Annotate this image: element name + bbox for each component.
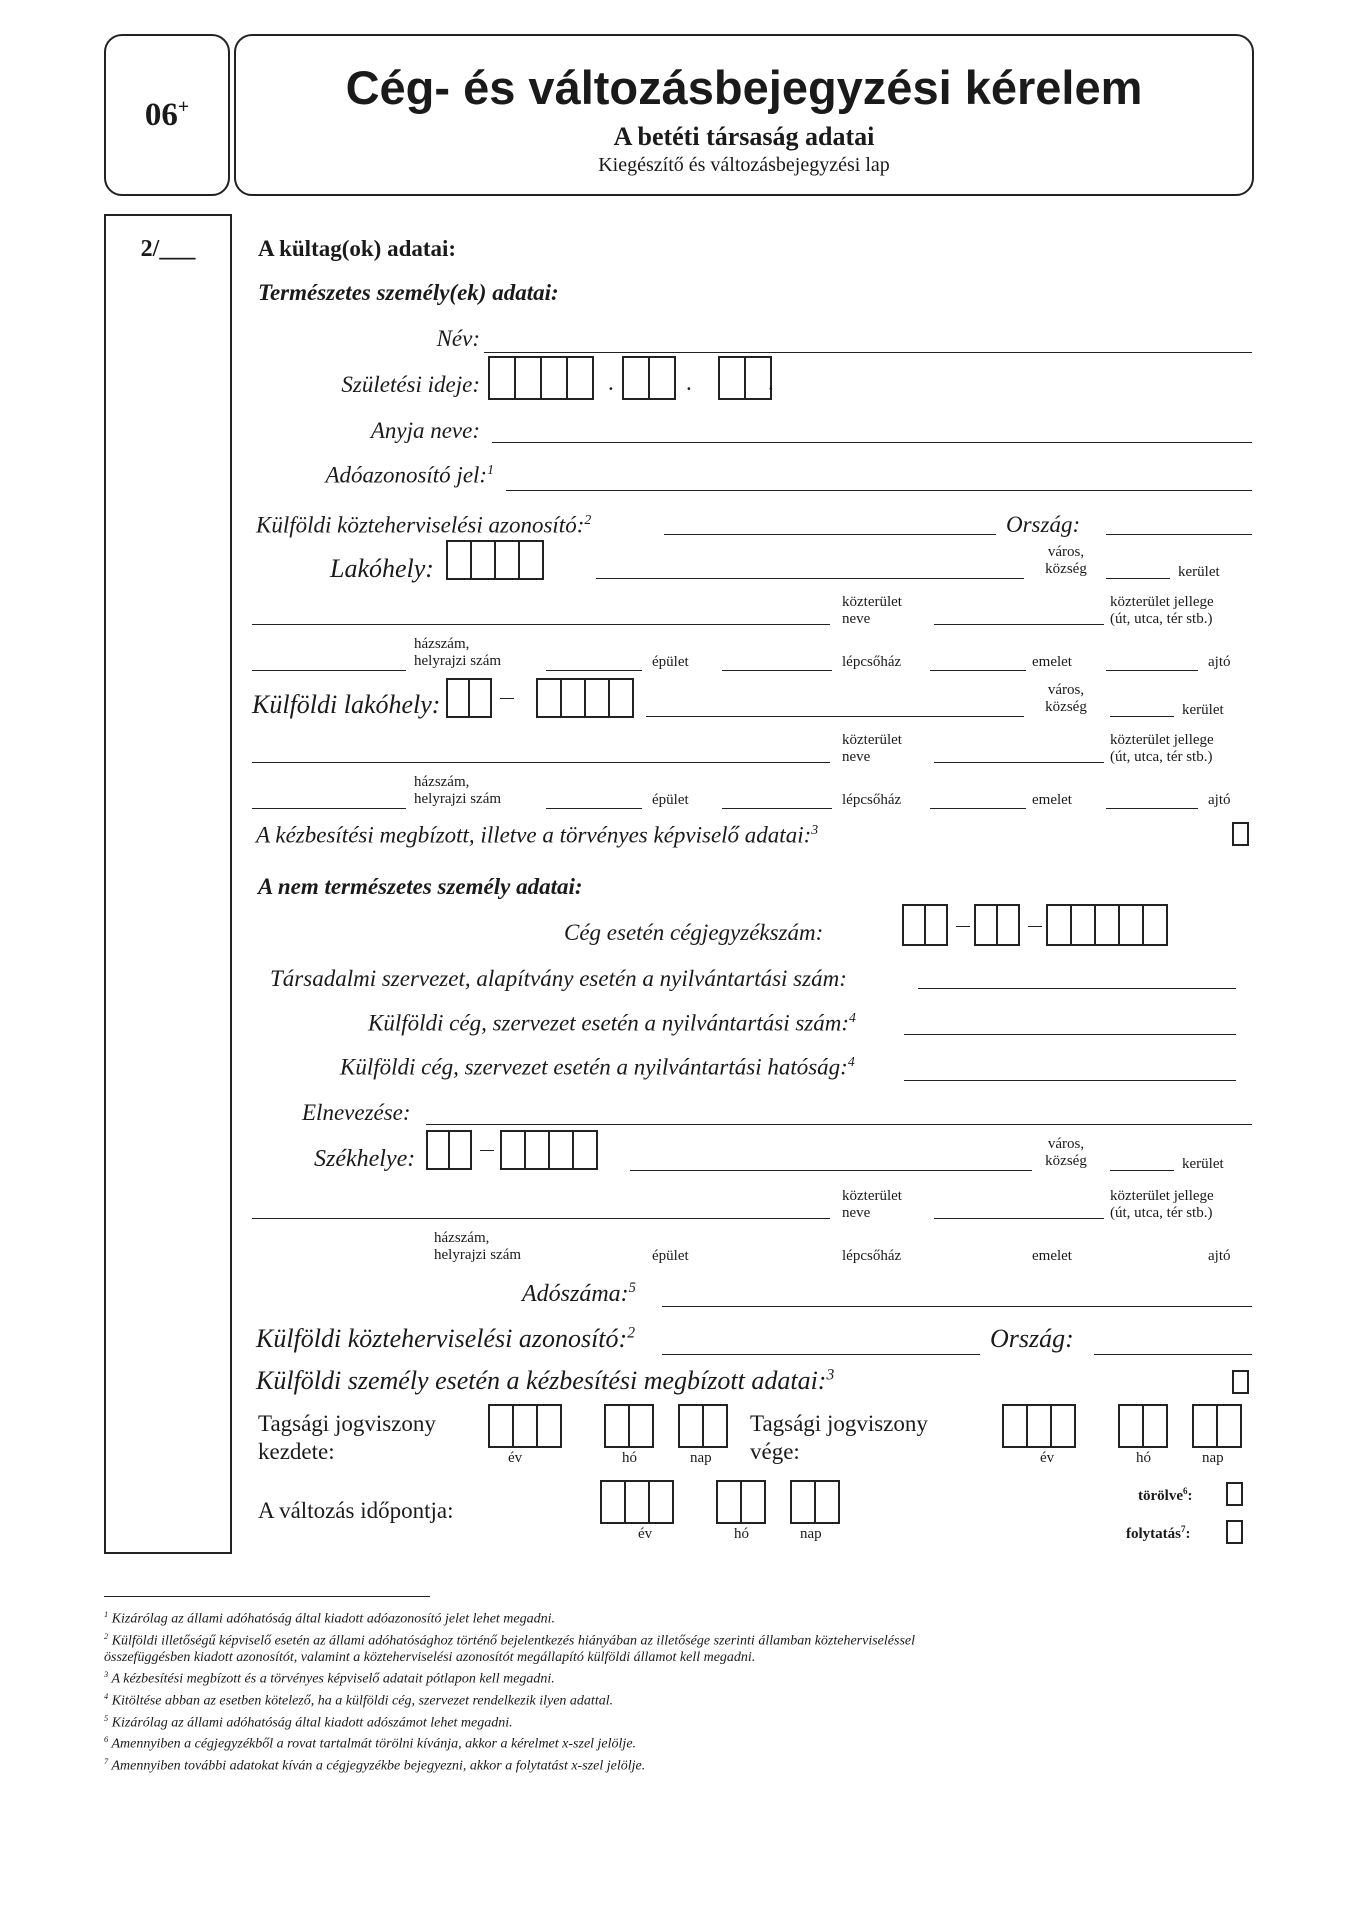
seat-label: Székhelye: bbox=[314, 1146, 416, 1172]
city-caption: város, község bbox=[1045, 544, 1087, 577]
foreign-delivery-checkbox[interactable] bbox=[1232, 1370, 1249, 1394]
day-caption: nap bbox=[800, 1526, 822, 1542]
seat-city-field[interactable] bbox=[630, 1170, 1032, 1171]
reg-no-court-boxes[interactable] bbox=[902, 904, 948, 946]
seat-zip-boxes[interactable] bbox=[500, 1130, 598, 1170]
residence-label: Lakóhely: bbox=[330, 554, 434, 583]
district-field[interactable] bbox=[1106, 578, 1170, 579]
street-type-caption: közterület jellege (út, utca, tér stb.) bbox=[1110, 1188, 1214, 1221]
start-day-boxes[interactable] bbox=[678, 1404, 728, 1448]
birth-label: Születési ideje: bbox=[341, 372, 480, 397]
street-type-field[interactable] bbox=[934, 624, 1104, 625]
footnote: $^6$ Amennyiben a cégjegyzékből a rovat tartalmát törölni kívánja, akkor a kérelmet x-szel jelölje. bbox=[104, 1735, 637, 1752]
seat-country-boxes[interactable] bbox=[426, 1130, 472, 1170]
birth-month-boxes[interactable] bbox=[622, 356, 676, 400]
deleted-label: törölve$^6$: bbox=[1138, 1486, 1193, 1504]
entity-name-label: Elnevezése: bbox=[302, 1100, 411, 1125]
staircase-field[interactable] bbox=[722, 808, 832, 809]
district-caption: kerület bbox=[1182, 1156, 1224, 1172]
day-caption: nap bbox=[1202, 1450, 1224, 1466]
building-caption: épület bbox=[652, 654, 689, 670]
month-caption: hó bbox=[734, 1526, 749, 1542]
tax-number-field[interactable] bbox=[662, 1306, 1252, 1307]
footnote-separator bbox=[104, 1596, 430, 1597]
street-type-caption: közterület jellege (út, utca, tér stb.) bbox=[1110, 594, 1214, 627]
street-name-field[interactable] bbox=[252, 1218, 830, 1219]
reg-no-seq-boxes[interactable] bbox=[1046, 904, 1168, 946]
house-caption: házszám, helyrajzi szám bbox=[434, 1230, 522, 1263]
street-type-field[interactable] bbox=[934, 762, 1104, 763]
district-caption: kerület bbox=[1178, 564, 1220, 580]
entity-name-field[interactable] bbox=[426, 1124, 1252, 1125]
title-box bbox=[234, 34, 1254, 196]
footnote: összefüggésben kiadott azonosítót, valamint a közteherviselési azonosítót megállapító külföldi államot kell megadni. bbox=[104, 1650, 756, 1666]
foreign-residence-label: Külföldi lakóhely: bbox=[252, 690, 441, 719]
mother-label: Anyja neve: bbox=[370, 418, 480, 443]
start-month-boxes[interactable] bbox=[604, 1404, 654, 1448]
door-field[interactable] bbox=[1106, 808, 1198, 809]
foreign-id-field[interactable] bbox=[664, 534, 996, 535]
country-field[interactable] bbox=[1106, 534, 1252, 535]
end-month-boxes[interactable] bbox=[1118, 1404, 1168, 1448]
continued-checkbox[interactable] bbox=[1226, 1520, 1243, 1544]
foreign-city-field[interactable] bbox=[646, 716, 1024, 717]
dot-separator: . bbox=[768, 370, 774, 395]
continued-label: folytatás$^7$: bbox=[1126, 1524, 1191, 1542]
city-caption: város, község bbox=[1045, 1136, 1087, 1169]
foreign-authority-label: Külföldi cég, szervezet esetén a nyilvántartási hatóság:$^4$ bbox=[340, 1054, 855, 1080]
street-name-caption: közterület neve bbox=[842, 1188, 902, 1221]
building-field[interactable] bbox=[546, 670, 642, 671]
floor-caption: emelet bbox=[1032, 792, 1072, 808]
staircase-caption: lépcsőház bbox=[842, 654, 902, 670]
dash bbox=[480, 1150, 494, 1151]
building-field[interactable] bbox=[546, 808, 642, 809]
residence-zip-boxes[interactable] bbox=[446, 540, 544, 580]
side-column bbox=[104, 214, 232, 1554]
mother-field[interactable] bbox=[492, 442, 1252, 443]
dash bbox=[1028, 926, 1042, 927]
birth-day-boxes[interactable] bbox=[718, 356, 772, 400]
district-field[interactable] bbox=[1110, 1170, 1174, 1171]
street-name-field[interactable] bbox=[252, 624, 830, 625]
year-caption: év bbox=[1040, 1450, 1055, 1466]
form-code: 06+ bbox=[144, 96, 190, 133]
code-box bbox=[104, 34, 230, 196]
footnote: $^3$ A kézbesítési megbízott és a törvényes képviselő adatait pótlapon kell megadni. bbox=[104, 1670, 555, 1687]
side-number: 2/___ bbox=[140, 236, 196, 262]
district-field[interactable] bbox=[1110, 716, 1174, 717]
foreign-id-label: Külföldi közteherviselési azonosító:$^2$ bbox=[256, 512, 592, 538]
house-caption: házszám, helyrajzi szám bbox=[414, 774, 502, 807]
door-field[interactable] bbox=[1106, 670, 1198, 671]
day-caption: nap bbox=[690, 1450, 712, 1466]
floor-caption: emelet bbox=[1032, 654, 1072, 670]
name-label: Név: bbox=[436, 326, 480, 351]
reg-no-type-boxes[interactable] bbox=[974, 904, 1020, 946]
page-title: Cég- és változásbejegyzési kérelem bbox=[345, 61, 1143, 114]
membership-start-label: Tagsági jogviszony kezdete: bbox=[258, 1411, 436, 1464]
foreign-id2-label: Külföldi közteherviselési azonosító:$^2$ bbox=[256, 1324, 635, 1353]
foreign-authority-field[interactable] bbox=[904, 1080, 1236, 1081]
membership-end-label: Tagsági jogviszony vége: bbox=[750, 1411, 928, 1464]
house-caption: házszám, helyrajzi szám bbox=[414, 636, 502, 669]
dash bbox=[956, 926, 970, 927]
footnote: $^1$ Kizárólag az állami adóhatóság által kiadott adóazonosító jelet lehet megadni. bbox=[104, 1610, 556, 1627]
door-caption: ajtó bbox=[1208, 654, 1231, 670]
building-caption: épület bbox=[652, 1248, 689, 1264]
page-subtitle: A betéti társaság adatai bbox=[613, 122, 875, 151]
end-day-boxes[interactable] bbox=[1192, 1404, 1242, 1448]
door-caption: ajtó bbox=[1208, 1248, 1231, 1264]
tax-id-field[interactable] bbox=[506, 490, 1252, 491]
ngo-no-label: Társadalmi szervezet, alapítvány esetén a nyilvántartási szám: bbox=[270, 966, 847, 991]
footnotes bbox=[104, 1606, 1254, 1775]
month-caption: hó bbox=[1136, 1450, 1151, 1466]
legal-person-title: A nem természetes személy adatai: bbox=[258, 874, 583, 899]
birth-year-boxes[interactable] bbox=[488, 356, 594, 400]
reg-no-label: Cég esetén cégjegyzékszám: bbox=[564, 920, 824, 945]
floor-caption: emelet bbox=[1032, 1248, 1072, 1264]
house-field[interactable] bbox=[252, 670, 406, 671]
staircase-caption: lépcsőház bbox=[842, 792, 902, 808]
foreign-reg-no-label: Külföldi cég, szervezet esetén a nyilvántartási szám:$^4$ bbox=[368, 1010, 856, 1036]
country2-field[interactable] bbox=[1094, 1354, 1252, 1355]
dash bbox=[500, 698, 514, 699]
change-year-boxes[interactable] bbox=[600, 1480, 674, 1524]
foreign-reg-no-field[interactable] bbox=[904, 1034, 1236, 1035]
change-month-boxes[interactable] bbox=[716, 1480, 766, 1524]
street-name-caption: közterület neve bbox=[842, 594, 902, 627]
building-caption: épület bbox=[652, 792, 689, 808]
street-type-field[interactable] bbox=[934, 1218, 1104, 1219]
door-caption: ajtó bbox=[1208, 792, 1231, 808]
natural-person-title: Természetes személy(ek) adatai: bbox=[258, 280, 559, 305]
street-type-caption: közterület jellege (út, utca, tér stb.) bbox=[1110, 732, 1214, 765]
year-caption: év bbox=[508, 1450, 523, 1466]
house-field[interactable] bbox=[252, 808, 406, 809]
floor-field[interactable] bbox=[930, 670, 1026, 671]
footnote: $^4$ Kitöltése abban az esetben kötelező, ha a külföldi cég, szervezet rendelkezik ilyen adattal. bbox=[104, 1691, 614, 1709]
residence-city-field[interactable] bbox=[596, 578, 1024, 579]
district-caption: kerület bbox=[1182, 702, 1224, 718]
city-caption: város, község bbox=[1045, 682, 1087, 715]
delivery-agent-label: A kézbesítési megbízott, illetve a törvényes képviselő adatai:$^3$ bbox=[256, 822, 819, 848]
month-caption: hó bbox=[622, 1450, 637, 1466]
footnote: $^7$ Amennyiben további adatokat kíván a cégjegyzékbe bejegyezni, akkor a folytatást x-szel jelölje. bbox=[104, 1756, 646, 1774]
foreign-delivery-label: Külföldi személy esetén a kézbesítési megbízott adatai:$^3$ bbox=[256, 1366, 835, 1395]
foreign-id2-field[interactable] bbox=[662, 1354, 980, 1355]
year-caption: év bbox=[638, 1526, 653, 1542]
change-date-label: A változás időpontja: bbox=[258, 1498, 454, 1523]
section-title: A kültag(ok) adatai: bbox=[258, 236, 457, 261]
foreign-country-boxes[interactable] bbox=[446, 678, 492, 718]
deleted-checkbox[interactable] bbox=[1226, 1482, 1243, 1506]
tax-number-label: Adószáma:$^5$ bbox=[522, 1280, 636, 1307]
staircase-field[interactable] bbox=[722, 670, 832, 671]
street-name-caption: közterület neve bbox=[842, 732, 902, 765]
country2-label: Ország: bbox=[990, 1324, 1074, 1353]
end-year-boxes[interactable] bbox=[1002, 1404, 1076, 1448]
staircase-caption: lépcsőház bbox=[842, 1248, 902, 1264]
ngo-no-field[interactable] bbox=[918, 988, 1236, 989]
tax-id-label: Adóazonosító jel:$^1$ bbox=[325, 462, 494, 488]
footnote: $^5$ Kizárólag az állami adóhatóság által kiadott adószámot lehet megadni. bbox=[104, 1713, 513, 1731]
country-label: Ország: bbox=[1006, 512, 1081, 537]
dot-separator: . bbox=[608, 370, 614, 395]
change-day-boxes[interactable] bbox=[790, 1480, 840, 1524]
delivery-agent-checkbox[interactable] bbox=[1232, 822, 1249, 846]
street-name-field[interactable] bbox=[252, 762, 830, 763]
start-year-boxes[interactable] bbox=[488, 1404, 562, 1448]
page-subsubtitle: Kiegészítő és változásbejegyzési lap bbox=[598, 154, 890, 176]
floor-field[interactable] bbox=[930, 808, 1026, 809]
dot-separator: . bbox=[686, 370, 692, 395]
footnote: $^2$ Külföldi illetőségű képviselő esetén az állami adóhatósághoz történő bejelentkezés hiányában az illetősége szerinti államban közteherviseléssel bbox=[104, 1631, 915, 1649]
name-field[interactable] bbox=[484, 352, 1252, 353]
foreign-zip-boxes[interactable] bbox=[536, 678, 634, 718]
